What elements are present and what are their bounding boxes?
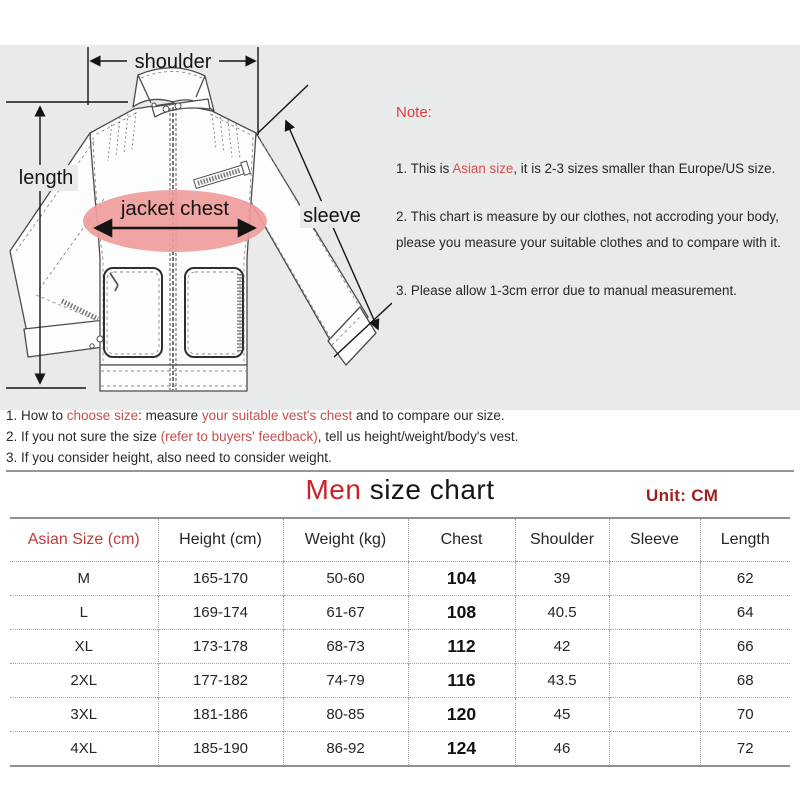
table-cell: 39 [515,562,609,596]
column-header-height-cm: Height (cm) [158,518,283,562]
note-item [396,204,800,256]
table-cell: 169-174 [158,596,283,630]
note-heading: Note: [396,104,432,121]
table-cell [609,732,700,767]
plain-text: 2. This chart is measure by our clothes, not accroding your body, please you measure your suitable clothes and to compare with it. [396,209,781,250]
column-header-asian-size-cm: Asian Size (cm) [10,518,158,562]
table-cell: 46 [515,732,609,767]
table-cell [609,664,700,698]
table-cell: 68-73 [283,630,408,664]
plain-text: and to compare our size. [352,408,505,423]
table-header-row [10,518,790,562]
table-cell: 3XL [10,698,158,732]
plain-text: 3. If you consider height, also need to consider weight. [6,450,332,465]
table-row-size-4xl [10,732,790,767]
table-cell: 40.5 [515,596,609,630]
section-divider [6,470,794,472]
table-cell: 74-79 [283,664,408,698]
column-header-shoulder: Shoulder [515,518,609,562]
table-cell: 50-60 [283,562,408,596]
table-cell [609,630,700,664]
highlighted-text: Asian size [452,161,514,176]
column-header-weight-kg: Weight (kg) [283,518,408,562]
table-cell [609,698,700,732]
table-cell: 2XL [10,664,158,698]
table-cell: 181-186 [158,698,283,732]
length-label: length [18,167,74,189]
tip-line [6,447,766,468]
table-cell: 185-190 [158,732,283,767]
note-item [396,156,800,182]
table-cell: 177-182 [158,664,283,698]
highlighted-text: (refer to buyers' feedback) [160,429,318,444]
table-cell: 68 [700,664,790,698]
plain-text: : measure [138,408,202,423]
table-cell: 64 [700,596,790,630]
table-row-size-xl [10,630,790,664]
table-row-size-3xl [10,698,790,732]
table-cell: L [10,596,158,630]
column-header-chest: Chest [408,518,515,562]
table-cell: 104 [408,562,515,596]
tip-line [6,426,766,447]
plain-text: , it is 2-3 sizes smaller than Europe/US size. [513,161,776,176]
column-header-sleeve: Sleeve [609,518,700,562]
table-cell: 61-67 [283,596,408,630]
plain-text: 3. Please allow 1-3cm error due to manual measurement. [396,283,737,298]
table-cell: 108 [408,596,515,630]
table-cell: 42 [515,630,609,664]
table-cell: 4XL [10,732,158,767]
note-item [396,278,800,304]
plain-text: 2. If you not sure the size [6,429,161,444]
table-cell: M [10,562,158,596]
table-cell: 124 [408,732,515,767]
table-cell: 62 [700,562,790,596]
table-cell: XL [10,630,158,664]
table-cell: 45 [515,698,609,732]
unit-label: Unit: CM [646,486,719,505]
table-row-size-2xl [10,664,790,698]
chart-title-rest: size chart [361,474,495,505]
chart-title-highlight: Men [305,474,362,505]
table-cell: 70 [700,698,790,732]
table-cell: 86-92 [283,732,408,767]
table-cell: 173-178 [158,630,283,664]
sizing-tips [6,405,766,468]
table-cell: 120 [408,698,515,732]
size-table [10,517,790,767]
table-cell [609,562,700,596]
jacket-measurement-diagram [0,45,392,410]
table-cell: 43.5 [515,664,609,698]
plain-text: , tell us height/weight/body's vest. [317,429,519,444]
plain-text: 1. How to [6,408,67,423]
jacket-chest-label: jacket chest [120,197,230,220]
table-cell: 80-85 [283,698,408,732]
tip-line [6,405,766,426]
column-header-length: Length [700,518,790,562]
table-cell: 72 [700,732,790,767]
table-row-size-m [10,562,790,596]
diagram-section [0,45,800,410]
highlighted-text: choose size [66,408,139,423]
table-row-size-l [10,596,790,630]
table-cell [609,596,700,630]
plain-text: 1. This is [396,161,453,176]
table-cell: 66 [700,630,790,664]
sleeve-label: sleeve [303,205,361,227]
table-cell: 116 [408,664,515,698]
shoulder-label: shoulder [134,51,212,73]
highlighted-text: your suitable vest's chest [201,408,353,423]
note-block [396,103,800,326]
table-cell: 112 [408,630,515,664]
table-cell: 165-170 [158,562,283,596]
